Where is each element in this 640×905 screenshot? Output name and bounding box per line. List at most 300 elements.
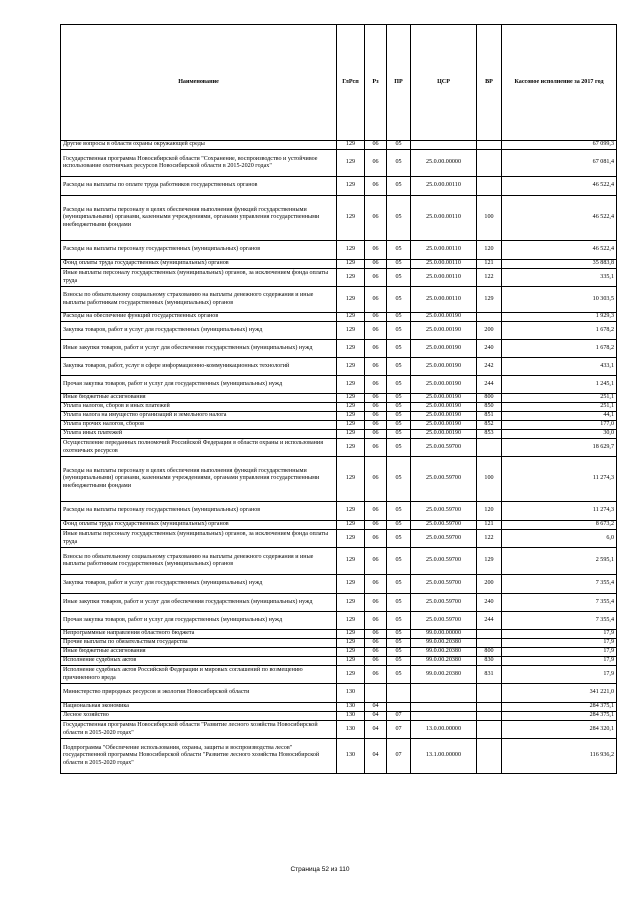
cell-amount: 1 678,2 xyxy=(502,322,617,340)
cell-rz: 06 xyxy=(365,394,387,403)
cell-name: Государственная программа Новосибирской области "Сохранение, воспроизводство и устойчивое использование охотничьих ресурсов Новосибирской области в 2015-2020 годах" xyxy=(61,150,337,177)
cell-csr: 13.0.00.00000 xyxy=(411,721,477,739)
cell-vr xyxy=(477,177,502,196)
cell-pr xyxy=(387,684,411,703)
cell-rz: 06 xyxy=(365,666,387,684)
cell-amount: 1 929,3 xyxy=(502,313,617,322)
cell-pr: 05 xyxy=(387,150,411,177)
cell-pr: 05 xyxy=(387,412,411,421)
cell-vr: 831 xyxy=(477,666,502,684)
cell-vr: 850 xyxy=(477,403,502,412)
cell-rz: 06 xyxy=(365,639,387,648)
cell-csr: 13.1.00.00000 xyxy=(411,739,477,774)
cell-rz: 06 xyxy=(365,269,387,287)
cell-amount: 46 522,4 xyxy=(502,196,617,241)
cell-amount: 251,1 xyxy=(502,403,617,412)
cell-grbs: 129 xyxy=(337,412,365,421)
cell-grbs: 129 xyxy=(337,612,365,630)
cell-csr: 25.0.00.00190 xyxy=(411,421,477,430)
cell-amount: 1 245,1 xyxy=(502,376,617,394)
cell-vr: 830 xyxy=(477,657,502,666)
cell-grbs: 129 xyxy=(337,639,365,648)
cell-pr: 05 xyxy=(387,630,411,639)
cell-rz: 06 xyxy=(365,313,387,322)
cell-rz: 06 xyxy=(365,403,387,412)
cell-grbs: 129 xyxy=(337,358,365,376)
cell-vr: 242 xyxy=(477,358,502,376)
cell-csr: 25.0.00.00000 xyxy=(411,150,477,177)
cell-name: Подпрограмма "Обеспечение использования, охраны, защиты и воспроизводства лесов" государственной программы Новосибирской области "Развитие лесного хозяйства Новосибирской области в 2015-2020 годах" xyxy=(61,739,337,774)
table-row xyxy=(61,530,617,548)
table-row xyxy=(61,196,617,241)
cell-pr: 05 xyxy=(387,421,411,430)
cell-amount: 284 320,1 xyxy=(502,721,617,739)
cell-pr: 05 xyxy=(387,313,411,322)
cell-rz: 06 xyxy=(365,457,387,502)
cell-rz: 06 xyxy=(365,196,387,241)
table-body xyxy=(61,141,617,774)
cell-grbs: 129 xyxy=(337,376,365,394)
header-vr: ВР xyxy=(477,25,502,141)
cell-amount: 17,9 xyxy=(502,639,617,648)
cell-name: Уплата налогов, сборов и иных платежей xyxy=(61,403,337,412)
cell-name: Расходы на выплаты персоналу в целях обеспечения выполнения функций государственными (муниципальными) органами, казенными учреждениями, органами управления государственными внебюджетными фондами xyxy=(61,457,337,502)
cell-csr: 99.0.00.20380 xyxy=(411,648,477,657)
cell-csr xyxy=(411,141,477,150)
cell-csr: 99.0.00.20380 xyxy=(411,657,477,666)
cell-rz: 06 xyxy=(365,530,387,548)
cell-amount: 46 522,4 xyxy=(502,241,617,260)
cell-csr: 25.0.00.00110 xyxy=(411,177,477,196)
cell-amount: 11 274,3 xyxy=(502,457,617,502)
cell-amount: 251,1 xyxy=(502,394,617,403)
cell-pr: 05 xyxy=(387,502,411,521)
cell-vr: 200 xyxy=(477,575,502,594)
cell-csr: 25.0.00.00190 xyxy=(411,358,477,376)
cell-grbs: 129 xyxy=(337,657,365,666)
cell-name: Иные выплаты персоналу государственных (муниципальных) органов, за исключением фонда оплаты труда xyxy=(61,530,337,548)
cell-csr: 25.0.00.00190 xyxy=(411,322,477,340)
table-row xyxy=(61,630,617,639)
cell-pr: 05 xyxy=(387,394,411,403)
cell-rz: 06 xyxy=(365,177,387,196)
table-row xyxy=(61,376,617,394)
table-row xyxy=(61,322,617,340)
cell-name: Взносы по обязательному социальному страхованию на выплаты денежного содержания и иные выплаты работникам государственных (муниципальных) органов xyxy=(61,287,337,313)
cell-vr xyxy=(477,150,502,177)
cell-grbs: 130 xyxy=(337,703,365,712)
cell-grbs: 130 xyxy=(337,712,365,721)
cell-rz: 06 xyxy=(365,657,387,666)
cell-name: Уплата налога на имущество организаций и земельного налога xyxy=(61,412,337,421)
cell-vr: 240 xyxy=(477,594,502,612)
cell-name: Прочая закупка товаров, работ и услуг для государственных (муниципальных) нужд xyxy=(61,612,337,630)
cell-grbs: 129 xyxy=(337,241,365,260)
cell-csr: 25.0.00.59700 xyxy=(411,548,477,575)
cell-name: Расходы на выплаты персоналу государственных (муниципальных) органов xyxy=(61,502,337,521)
cell-csr: 25.0.00.00110 xyxy=(411,260,477,269)
cell-pr: 05 xyxy=(387,269,411,287)
cell-amount: 17,9 xyxy=(502,666,617,684)
cell-vr: 800 xyxy=(477,394,502,403)
cell-grbs: 129 xyxy=(337,177,365,196)
cell-pr: 07 xyxy=(387,721,411,739)
cell-csr: 99.0.00.20380 xyxy=(411,666,477,684)
header-name: Наименование xyxy=(61,25,337,141)
cell-vr: 853 xyxy=(477,430,502,439)
cell-name: Национальная экономика xyxy=(61,703,337,712)
cell-vr xyxy=(477,721,502,739)
cell-grbs: 129 xyxy=(337,548,365,575)
cell-name: Иные закупки товаров, работ и услуг для обеспечения государственных (муниципальных) нужд xyxy=(61,340,337,358)
cell-csr: 25.0.00.59700 xyxy=(411,521,477,530)
cell-amount: 30,0 xyxy=(502,430,617,439)
cell-csr: 25.0.00.00190 xyxy=(411,394,477,403)
cell-name: Исполнение судебных актов Российской Федерации и мировых соглашений по возмещению причиненного вреда xyxy=(61,666,337,684)
cell-csr: 99.0.00.20380 xyxy=(411,639,477,648)
cell-name: Взносы по обязательному социальному страхованию на выплаты денежного содержания и иные выплаты работникам государственных (муниципальных) органов xyxy=(61,548,337,575)
cell-csr xyxy=(411,712,477,721)
table-row xyxy=(61,594,617,612)
cell-csr: 25.0.00.00190 xyxy=(411,403,477,412)
table-header-row xyxy=(61,25,617,141)
cell-csr: 25.0.00.59700 xyxy=(411,530,477,548)
table-row xyxy=(61,313,617,322)
cell-name: Другие вопросы в области охраны окружающей среды xyxy=(61,141,337,150)
cell-pr: 05 xyxy=(387,177,411,196)
cell-pr: 05 xyxy=(387,657,411,666)
table-row xyxy=(61,712,617,721)
header-rz: Рз xyxy=(365,25,387,141)
cell-csr: 99.0.00.00000 xyxy=(411,630,477,639)
cell-vr: 100 xyxy=(477,457,502,502)
cell-csr: 25.0.00.00190 xyxy=(411,430,477,439)
cell-csr: 25.0.00.00110 xyxy=(411,287,477,313)
cell-rz: 06 xyxy=(365,648,387,657)
cell-name: Государственная программа Новосибирской области "Развитие лесного хозяйства Новосибирской области в 2015-2020 годах" xyxy=(61,721,337,739)
cell-grbs: 129 xyxy=(337,260,365,269)
table-row xyxy=(61,287,617,313)
cell-grbs: 129 xyxy=(337,269,365,287)
cell-pr: 05 xyxy=(387,322,411,340)
cell-pr: 05 xyxy=(387,376,411,394)
cell-pr: 05 xyxy=(387,575,411,594)
cell-pr: 05 xyxy=(387,612,411,630)
table-row xyxy=(61,394,617,403)
table-row xyxy=(61,657,617,666)
cell-vr xyxy=(477,712,502,721)
cell-amount: 341 221,0 xyxy=(502,684,617,703)
header-csr: ЦСР xyxy=(411,25,477,141)
table-row xyxy=(61,648,617,657)
table-row xyxy=(61,502,617,521)
table-row xyxy=(61,639,617,648)
cell-amount: 116 936,2 xyxy=(502,739,617,774)
table-row xyxy=(61,421,617,430)
cell-grbs: 130 xyxy=(337,684,365,703)
cell-vr: 122 xyxy=(477,530,502,548)
cell-name: Лесное хозяйство xyxy=(61,712,337,721)
cell-amount: 17,9 xyxy=(502,657,617,666)
cell-pr xyxy=(387,703,411,712)
cell-grbs: 129 xyxy=(337,648,365,657)
cell-csr: 25.0.00.00190 xyxy=(411,412,477,421)
table-row xyxy=(61,430,617,439)
cell-pr: 05 xyxy=(387,548,411,575)
cell-vr: 100 xyxy=(477,196,502,241)
budget-table xyxy=(60,24,617,774)
cell-name: Непрограммные направления областного бюджета xyxy=(61,630,337,639)
cell-pr: 05 xyxy=(387,340,411,358)
cell-rz: 06 xyxy=(365,575,387,594)
cell-grbs: 129 xyxy=(337,530,365,548)
table-row xyxy=(61,141,617,150)
cell-rz: 06 xyxy=(365,521,387,530)
cell-grbs: 129 xyxy=(337,502,365,521)
cell-csr: 25.0.00.59700 xyxy=(411,612,477,630)
cell-name: Закупка товаров, работ, услуг в сфере информационно-коммуникационных технологий xyxy=(61,358,337,376)
cell-name: Исполнение судебных актов xyxy=(61,657,337,666)
cell-amount: 35 883,8 xyxy=(502,260,617,269)
cell-name: Расходы на обеспечение функций государственных органов xyxy=(61,313,337,322)
table-row xyxy=(61,721,617,739)
cell-vr xyxy=(477,739,502,774)
cell-amount: 8 673,2 xyxy=(502,521,617,530)
cell-name: Уплата прочих налогов, сборов xyxy=(61,421,337,430)
cell-amount: 284 375,1 xyxy=(502,703,617,712)
table-row xyxy=(61,358,617,376)
cell-rz: 06 xyxy=(365,241,387,260)
cell-grbs: 129 xyxy=(337,521,365,530)
cell-rz: 04 xyxy=(365,739,387,774)
table-row xyxy=(61,666,617,684)
cell-grbs: 129 xyxy=(337,150,365,177)
table-row xyxy=(61,575,617,594)
cell-csr: 25.0.00.00110 xyxy=(411,241,477,260)
cell-pr: 05 xyxy=(387,358,411,376)
cell-amount: 284 375,1 xyxy=(502,712,617,721)
cell-pr: 05 xyxy=(387,403,411,412)
cell-grbs: 129 xyxy=(337,439,365,457)
cell-rz: 06 xyxy=(365,502,387,521)
cell-pr: 05 xyxy=(387,639,411,648)
cell-grbs: 129 xyxy=(337,457,365,502)
cell-pr: 05 xyxy=(387,430,411,439)
cell-csr xyxy=(411,703,477,712)
table-row xyxy=(61,521,617,530)
cell-pr: 05 xyxy=(387,648,411,657)
cell-pr: 05 xyxy=(387,196,411,241)
cell-pr: 05 xyxy=(387,666,411,684)
table-row xyxy=(61,548,617,575)
cell-pr: 05 xyxy=(387,260,411,269)
cell-vr: 200 xyxy=(477,322,502,340)
table-row xyxy=(61,260,617,269)
cell-rz: 06 xyxy=(365,421,387,430)
cell-amount: 11 274,3 xyxy=(502,502,617,521)
cell-pr: 05 xyxy=(387,241,411,260)
cell-vr xyxy=(477,141,502,150)
cell-grbs: 129 xyxy=(337,594,365,612)
cell-grbs: 130 xyxy=(337,721,365,739)
header-amount: Кассовое исполнение за 2017 год xyxy=(502,25,617,141)
cell-name: Иные бюджетные ассигнования xyxy=(61,648,337,657)
cell-pr: 05 xyxy=(387,141,411,150)
cell-name: Прочая закупка товаров, работ и услуг для государственных (муниципальных) нужд xyxy=(61,376,337,394)
cell-amount: 6,0 xyxy=(502,530,617,548)
cell-grbs: 129 xyxy=(337,313,365,322)
cell-csr: 25.0.00.59700 xyxy=(411,502,477,521)
cell-amount: 7 355,4 xyxy=(502,612,617,630)
cell-vr xyxy=(477,630,502,639)
cell-vr xyxy=(477,439,502,457)
table-row xyxy=(61,457,617,502)
cell-amount: 7 355,4 xyxy=(502,575,617,594)
table-row xyxy=(61,177,617,196)
cell-vr: 120 xyxy=(477,241,502,260)
cell-csr: 25.0.00.59700 xyxy=(411,575,477,594)
cell-rz: 06 xyxy=(365,150,387,177)
cell-vr: 129 xyxy=(477,287,502,313)
cell-rz: 04 xyxy=(365,703,387,712)
cell-name: Расходы на выплаты персоналу в целях обеспечения выполнения функций государственными (муниципальными) органами, казенными учреждениями, органами управления государственными внебюджетными фондами xyxy=(61,196,337,241)
cell-pr: 07 xyxy=(387,712,411,721)
cell-rz: 06 xyxy=(365,548,387,575)
cell-name: Расходы на выплаты по оплате труда работников государственных органов xyxy=(61,177,337,196)
cell-grbs: 129 xyxy=(337,394,365,403)
cell-name: Уплата иных платежей xyxy=(61,430,337,439)
cell-vr: 800 xyxy=(477,648,502,657)
cell-rz: 06 xyxy=(365,322,387,340)
table-row xyxy=(61,703,617,712)
header-pr: ПР xyxy=(387,25,411,141)
header-grbs: ГлРсп xyxy=(337,25,365,141)
cell-grbs: 129 xyxy=(337,421,365,430)
cell-amount: 177,0 xyxy=(502,421,617,430)
cell-vr: 122 xyxy=(477,269,502,287)
cell-vr xyxy=(477,684,502,703)
cell-rz: 06 xyxy=(365,287,387,313)
cell-name: Фонд оплаты труда государственных (муниципальных) органов xyxy=(61,260,337,269)
cell-grbs: 129 xyxy=(337,666,365,684)
cell-pr: 07 xyxy=(387,739,411,774)
cell-rz: 06 xyxy=(365,340,387,358)
table-row xyxy=(61,269,617,287)
cell-amount: 67 099,3 xyxy=(502,141,617,150)
cell-amount: 433,1 xyxy=(502,358,617,376)
cell-name: Осуществление переданных полномочий Российской Федерации в области охраны и использования охотничьих ресурсов xyxy=(61,439,337,457)
cell-csr: 25.0.00.59700 xyxy=(411,457,477,502)
cell-pr: 05 xyxy=(387,457,411,502)
cell-vr: 852 xyxy=(477,421,502,430)
cell-vr: 851 xyxy=(477,412,502,421)
cell-amount: 7 355,4 xyxy=(502,594,617,612)
cell-csr: 25.0.00.00110 xyxy=(411,196,477,241)
cell-name: Фонд оплаты труда государственных (муниципальных) органов xyxy=(61,521,337,530)
cell-name: Министерство природных ресурсов и экологии Новосибирской области xyxy=(61,684,337,703)
cell-pr: 05 xyxy=(387,594,411,612)
table-row xyxy=(61,241,617,260)
cell-vr xyxy=(477,639,502,648)
table-row xyxy=(61,412,617,421)
cell-name: Иные бюджетные ассигнования xyxy=(61,394,337,403)
table-row xyxy=(61,739,617,774)
cell-amount: 18 629,7 xyxy=(502,439,617,457)
cell-rz xyxy=(365,684,387,703)
cell-rz: 04 xyxy=(365,712,387,721)
cell-name: Иные выплаты персоналу государственных (муниципальных) органов, за исключением фонда оплаты труда xyxy=(61,269,337,287)
cell-csr: 25.0.00.00190 xyxy=(411,340,477,358)
cell-pr: 05 xyxy=(387,521,411,530)
cell-grbs: 129 xyxy=(337,196,365,241)
cell-amount: 2 595,1 xyxy=(502,548,617,575)
cell-vr xyxy=(477,313,502,322)
page-number: Страница 52 из 110 xyxy=(290,866,350,873)
cell-rz: 06 xyxy=(365,430,387,439)
cell-name: Прочие выплаты по обязательствам государства xyxy=(61,639,337,648)
cell-rz: 06 xyxy=(365,260,387,269)
cell-csr: 25.0.00.59700 xyxy=(411,594,477,612)
table-row xyxy=(61,150,617,177)
table-row xyxy=(61,340,617,358)
cell-pr: 05 xyxy=(387,287,411,313)
cell-rz: 06 xyxy=(365,612,387,630)
cell-vr: 121 xyxy=(477,521,502,530)
cell-vr: 120 xyxy=(477,502,502,521)
cell-csr: 25.0.00.00190 xyxy=(411,313,477,322)
table-row xyxy=(61,439,617,457)
cell-vr xyxy=(477,703,502,712)
cell-amount: 44,1 xyxy=(502,412,617,421)
cell-vr: 244 xyxy=(477,612,502,630)
cell-grbs: 129 xyxy=(337,322,365,340)
cell-grbs: 129 xyxy=(337,575,365,594)
cell-rz: 06 xyxy=(365,412,387,421)
cell-amount: 17,9 xyxy=(502,630,617,639)
cell-vr: 244 xyxy=(477,376,502,394)
cell-csr xyxy=(411,684,477,703)
cell-name: Расходы на выплаты персоналу государственных (муниципальных) органов xyxy=(61,241,337,260)
cell-grbs: 129 xyxy=(337,630,365,639)
cell-csr: 25.0.00.00110 xyxy=(411,269,477,287)
table-row xyxy=(61,684,617,703)
cell-amount: 10 303,5 xyxy=(502,287,617,313)
cell-name: Закупка товаров, работ и услуг для государственных (муниципальных) нужд xyxy=(61,322,337,340)
cell-grbs: 129 xyxy=(337,287,365,313)
cell-rz: 06 xyxy=(365,141,387,150)
cell-pr: 05 xyxy=(387,530,411,548)
cell-amount: 335,1 xyxy=(502,269,617,287)
cell-rz: 06 xyxy=(365,358,387,376)
cell-vr: 129 xyxy=(477,548,502,575)
table-row xyxy=(61,612,617,630)
cell-name: Закупка товаров, работ и услуг для государственных (муниципальных) нужд xyxy=(61,575,337,594)
cell-vr: 240 xyxy=(477,340,502,358)
cell-amount: 67 081,4 xyxy=(502,150,617,177)
cell-amount: 1 678,2 xyxy=(502,340,617,358)
cell-csr: 25.0.00.00190 xyxy=(411,376,477,394)
cell-amount: 17,9 xyxy=(502,648,617,657)
cell-grbs: 130 xyxy=(337,739,365,774)
cell-rz: 06 xyxy=(365,376,387,394)
cell-rz: 06 xyxy=(365,594,387,612)
cell-csr: 25.0.00.59700 xyxy=(411,439,477,457)
cell-grbs: 129 xyxy=(337,403,365,412)
cell-grbs: 129 xyxy=(337,340,365,358)
cell-grbs: 129 xyxy=(337,430,365,439)
cell-name: Иные закупки товаров, работ и услуг для обеспечения государственных (муниципальных) нужд xyxy=(61,594,337,612)
cell-rz: 06 xyxy=(365,630,387,639)
